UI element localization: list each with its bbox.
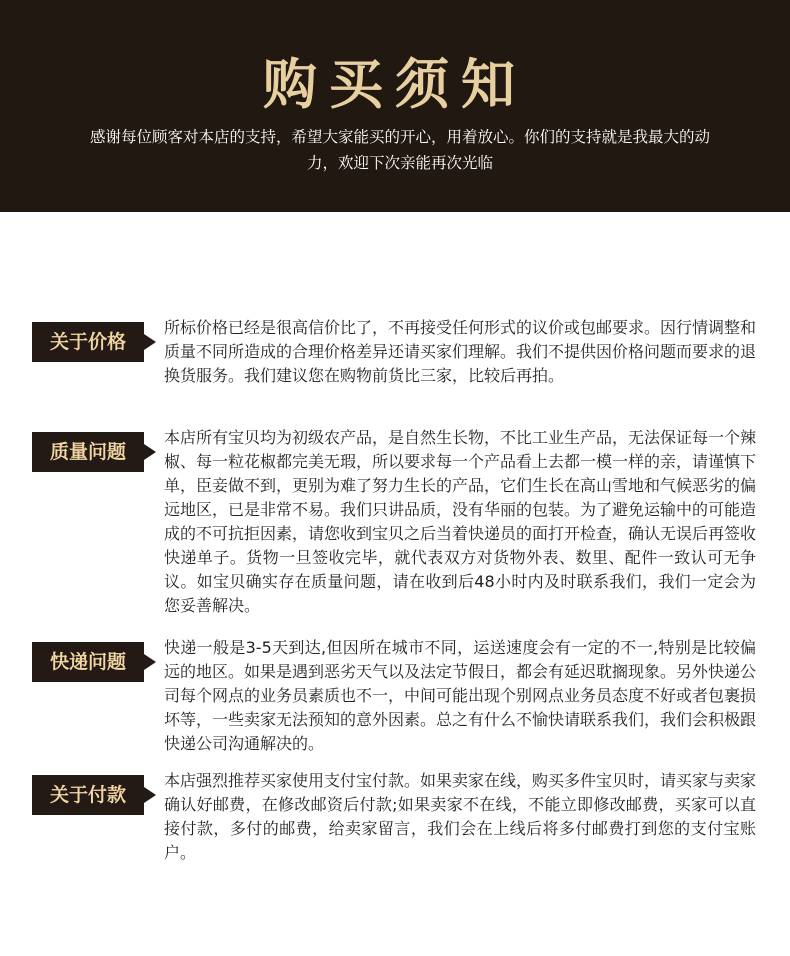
page-title: 购买须知 — [263, 52, 527, 116]
section-label: 关于付款 — [32, 775, 144, 815]
section-text: 本店强烈推荐买家使用支付宝付款。如果卖家在线，购买多件宝贝时，请买家与卖家确认好邮费，在修改邮资后付款;如果卖家不在线，不能立即修改邮费，买家可以直接付款，多付的邮费，给卖家留言，我们会在上线后将多付邮费打到您的支付宝账户。 — [164, 771, 757, 862]
section-label: 关于价格 — [32, 322, 144, 362]
section-text: 快递一般是3-5天到达,但因所在城市不同，运送速度会有一定的不一,特别是比较偏远的地区。如果是遇到恶劣天气以及法定节假日，都会有延迟耽搁现象。另外快递公司每个网点的业务员素质也不一，中间可能出现个别网点业务员态度不好或者包裹损坏等，一些卖家无法预知的意外因素。总之有什么不愉快请联系我们，我们会积极跟快递公司沟通解决的。 — [164, 638, 757, 753]
section-label: 质量问题 — [32, 432, 144, 472]
page-subtitle: 感谢每位顾客对本店的支持，希望大家能买的开心，用着放心。你们的支持就是我最大的动力，欢迎下次亲能再次光临 — [89, 128, 710, 172]
section-text: 所标价格已经是很高信价比了，不再接受任何形式的议价或包邮要求。因行情调整和质量不同所造成的合理价格差异还请买家们理解。我们不提供因价格问题而要求的退换货服务。我们建议您在购物前货比三家，比较后再拍。 — [164, 318, 757, 385]
section-text: 本店所有宝贝均为初级农产品，是自然生长物，不比工业生产品，无法保证每一个辣椒、每一粒花椒都完美无瑕，所以要求每一个产品看上去都一模一样的亲，请谨慎下单，臣妾做不到，更别为难了努力生长的产品，它们生长在高山雪地和气候恶劣的偏远地区，已是非常不易。我们只讲品质，没有华丽的包装。为了避免运输中的可能造成的不可抗拒因素，请您收到宝贝之后当着快递员的面打开检查，确认无误后再签收快递单子。货物一旦签收完毕，就代表双方对货物外表、数里、配件一致认可无争议。如宝贝确实存在质量问题，请在收到后48小时内及时联系我们，我们一定会为您妥善解决。 — [164, 428, 757, 615]
section-label: 快递问题 — [32, 642, 144, 682]
header-banner — [0, 0, 790, 212]
